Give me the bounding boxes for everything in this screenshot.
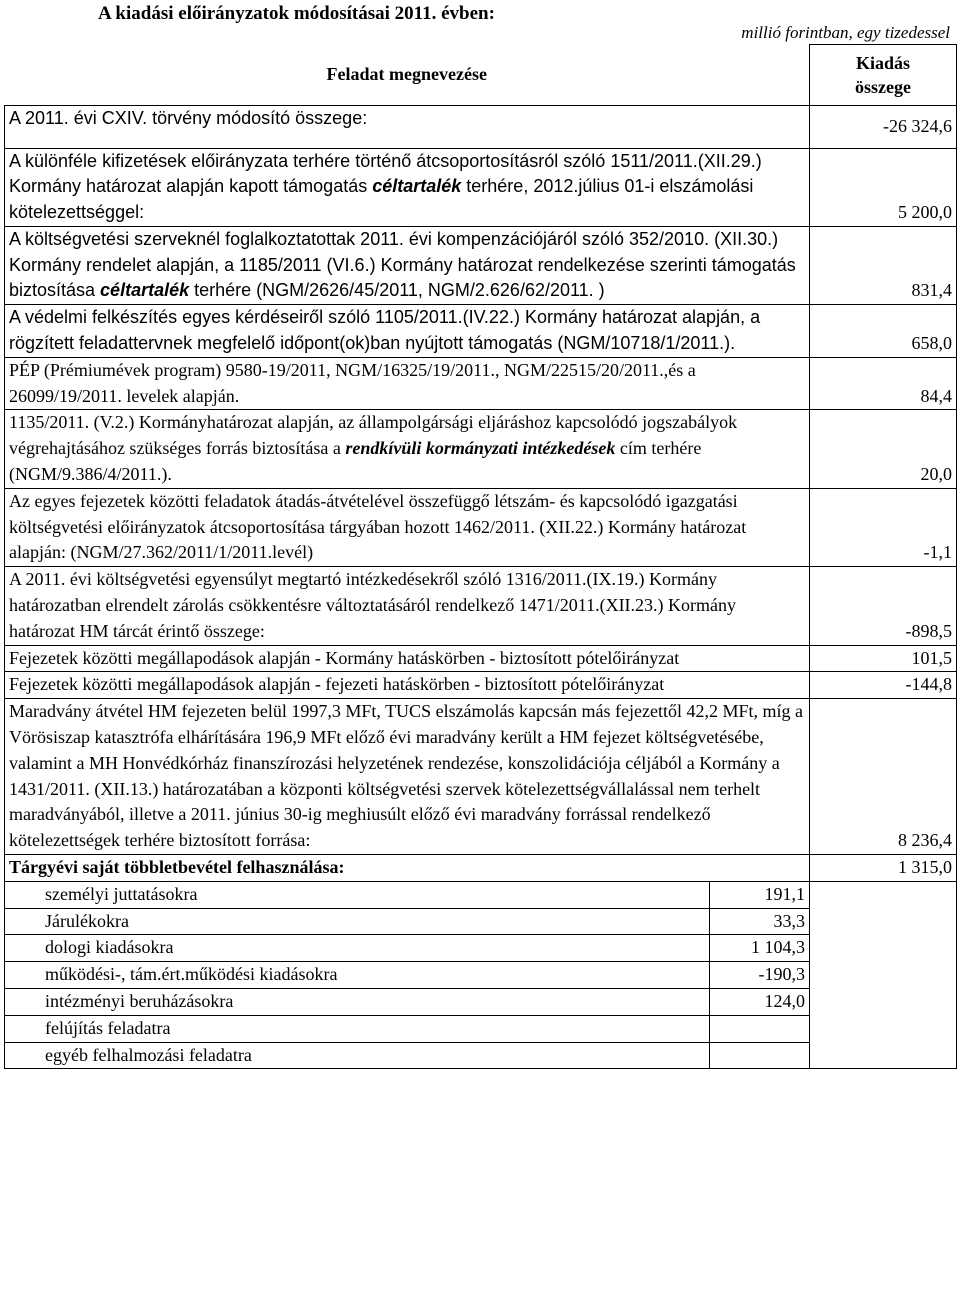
row-description: A védelmi felkészítés egyes kérdéseiről szóló 1105/2011.(IV.22.) Kormány határozat alapján, a rögzített feladattervnek megfelelő időpont(ok)ban nyújtott támogatás (NGM/10718/1/2011.). xyxy=(5,305,810,358)
table-row xyxy=(5,148,957,226)
row-amount: -898,5 xyxy=(810,567,957,645)
column-header-amount xyxy=(810,45,957,106)
surplus-item-label: dologi kiadásokra xyxy=(5,935,710,962)
row-amount: 20,0 xyxy=(810,410,957,488)
table-row xyxy=(5,699,957,855)
surplus-item-label: Járulékokra xyxy=(5,908,710,935)
column-header-amount-line1: Kiadás xyxy=(855,52,911,73)
page-title: A kiadási előirányzatok módosításai 2011. évben: xyxy=(98,3,495,24)
row-amount: -1,1 xyxy=(810,488,957,566)
surplus-item-empty-cell xyxy=(810,881,957,1069)
row-description: PÉP (Prémiumévek program) 9580-19/2011, NGM/16325/19/2011., NGM/22515/20/2011.,és a 26099/19/2011. levelek alapján. xyxy=(5,357,810,410)
surplus-label: Tárgyévi saját többletbevétel felhasználása: xyxy=(5,855,810,882)
surplus-item-label: egyéb felhalmozási feladatra xyxy=(5,1042,710,1069)
unit-note: millió forintban, egy tizedessel xyxy=(741,23,950,42)
surplus-item-label: személyi juttatásokra xyxy=(5,881,710,908)
table-row xyxy=(5,226,957,304)
surplus-row xyxy=(5,855,957,882)
table-header-row xyxy=(5,45,957,106)
row-amount: 8 236,4 xyxy=(810,699,957,855)
table-row xyxy=(5,645,957,672)
table-row xyxy=(5,567,957,645)
row-amount: 831,4 xyxy=(810,226,957,304)
row-description xyxy=(5,148,810,226)
surplus-item-value xyxy=(710,1042,810,1069)
table-row xyxy=(5,488,957,566)
row-description: Maradvány átvétel HM fejezeten belül 1997,3 MFt, TUCS elszámolás kapcsán más fejezettől 42,2 MFt, míg a Vörösiszap katasztrófa elhárítására 196,9 MFt előző évi maradvány került a HM fejezet költségvetésébe, valamint a MH Honvédkórház finanszírozási helyzetének rendezése, konszolidációja céljából a Kormány a 1431/2011. (XII.13.) határozatában a központi költségvetési szervek kötelezettségvállalással nem terhelt maradványából, illetve a 2011. június 30-ig meghiusúlt előző évi maradvány forrással rendelkező kötelezettségek terhére biztosított forrása: xyxy=(5,699,810,855)
row-description: Fejezetek közötti megállapodások alapján - fejezeti hatáskörben - biztosított pótelőirányzat xyxy=(5,672,810,699)
row-description: Fejezetek közötti megállapodások alapján - Kormány hatáskörben - biztosított pótelőirányzat xyxy=(5,645,810,672)
row-text: 1135/2011. (V.2.) Kormányhatározat alapján, az állampolgársági eljáráshoz kapcsolódó jogszabályok végrehajtásához szükséges forrás biztosítása a xyxy=(9,412,738,459)
table-row xyxy=(5,105,957,148)
row-emphasis: céltartalék xyxy=(100,280,190,301)
table-row xyxy=(5,357,957,410)
row-amount: -144,8 xyxy=(810,672,957,699)
table-row xyxy=(5,410,957,488)
row-text: terhére (NGM/2626/45/2011, NGM/2.626/62/2011. ) xyxy=(189,280,605,301)
row-amount: 84,4 xyxy=(810,357,957,410)
row-text: A különféle kifizetések előirányzata terhére történő átcsoportosításról szóló 1511/2011.(XII.29.) Kormány határozat alapján kapott támogatás xyxy=(9,150,762,197)
row-emphasis: céltartalék xyxy=(372,176,462,197)
row-description xyxy=(5,410,810,488)
row-description: A 2011. évi költségvetési egyensúlyt megtartó intézkedésekről szóló 1316/2011.(IX.19.) Kormány határozatban elrendelt zárolás csökkentésre változtatásáról rendelkező 1471/2011.(XII.23.) Kormány határozat HM tárcát érintő összege: xyxy=(5,567,810,645)
surplus-item-label: felújítás feladatra xyxy=(5,1015,710,1042)
surplus-item-value: 191,1 xyxy=(710,881,810,908)
row-amount: -26 324,6 xyxy=(810,105,957,148)
row-text: terhére, 2012.július 01-i elszámolási kötelezettséggel: xyxy=(9,176,754,223)
row-description: Az egyes fejezetek közötti feladatok átadás-átvételével összefüggő létszám- és kapcsolódó igazgatási költségvetési előirányzatok átcsoportosítása tárgyában hozott 1462/2011. (XII.22.) Kormány határozat alapján: (NGM/27.362/2011/1/2011.levél) xyxy=(5,488,810,566)
row-text: cím terhére (NGM/9.386/4/2011.). xyxy=(9,438,702,485)
surplus-item-value: 1 104,3 xyxy=(710,935,810,962)
appropriation-table xyxy=(4,44,957,1069)
surplus-amount: 1 315,0 xyxy=(810,855,957,882)
row-emphasis: rendkívüli kormányzati intézkedések xyxy=(345,438,616,459)
row-amount: 658,0 xyxy=(810,305,957,358)
row-amount: 101,5 xyxy=(810,645,957,672)
surplus-item-label: működési-, tám.ért.működési kiadásokra xyxy=(5,962,710,989)
surplus-item-row xyxy=(5,881,957,908)
row-text: A költségvetési szerveknél foglalkoztatottak 2011. évi kompenzációjáról szóló 352/2010. (XII.30.) Kormány rendelet alapján, a 1185/2011 (VI.6.) Kormány határozat rendelkezése szerinti támogatás biztosítása xyxy=(9,228,796,301)
table-row xyxy=(5,672,957,699)
surplus-item-value: 33,3 xyxy=(710,908,810,935)
column-header-task: Feladat megnevezése xyxy=(5,45,810,106)
row-amount: 5 200,0 xyxy=(810,148,957,226)
surplus-item-value xyxy=(710,1015,810,1042)
row-description: A 2011. évi CXIV. törvény módosító összege: xyxy=(5,105,810,148)
row-description xyxy=(5,226,810,304)
surplus-item-value: -190,3 xyxy=(710,962,810,989)
table-row xyxy=(5,305,957,358)
surplus-item-value: 124,0 xyxy=(710,989,810,1016)
surplus-item-label: intézményi beruházásokra xyxy=(5,989,710,1016)
column-header-amount-line2: összege xyxy=(855,76,911,97)
